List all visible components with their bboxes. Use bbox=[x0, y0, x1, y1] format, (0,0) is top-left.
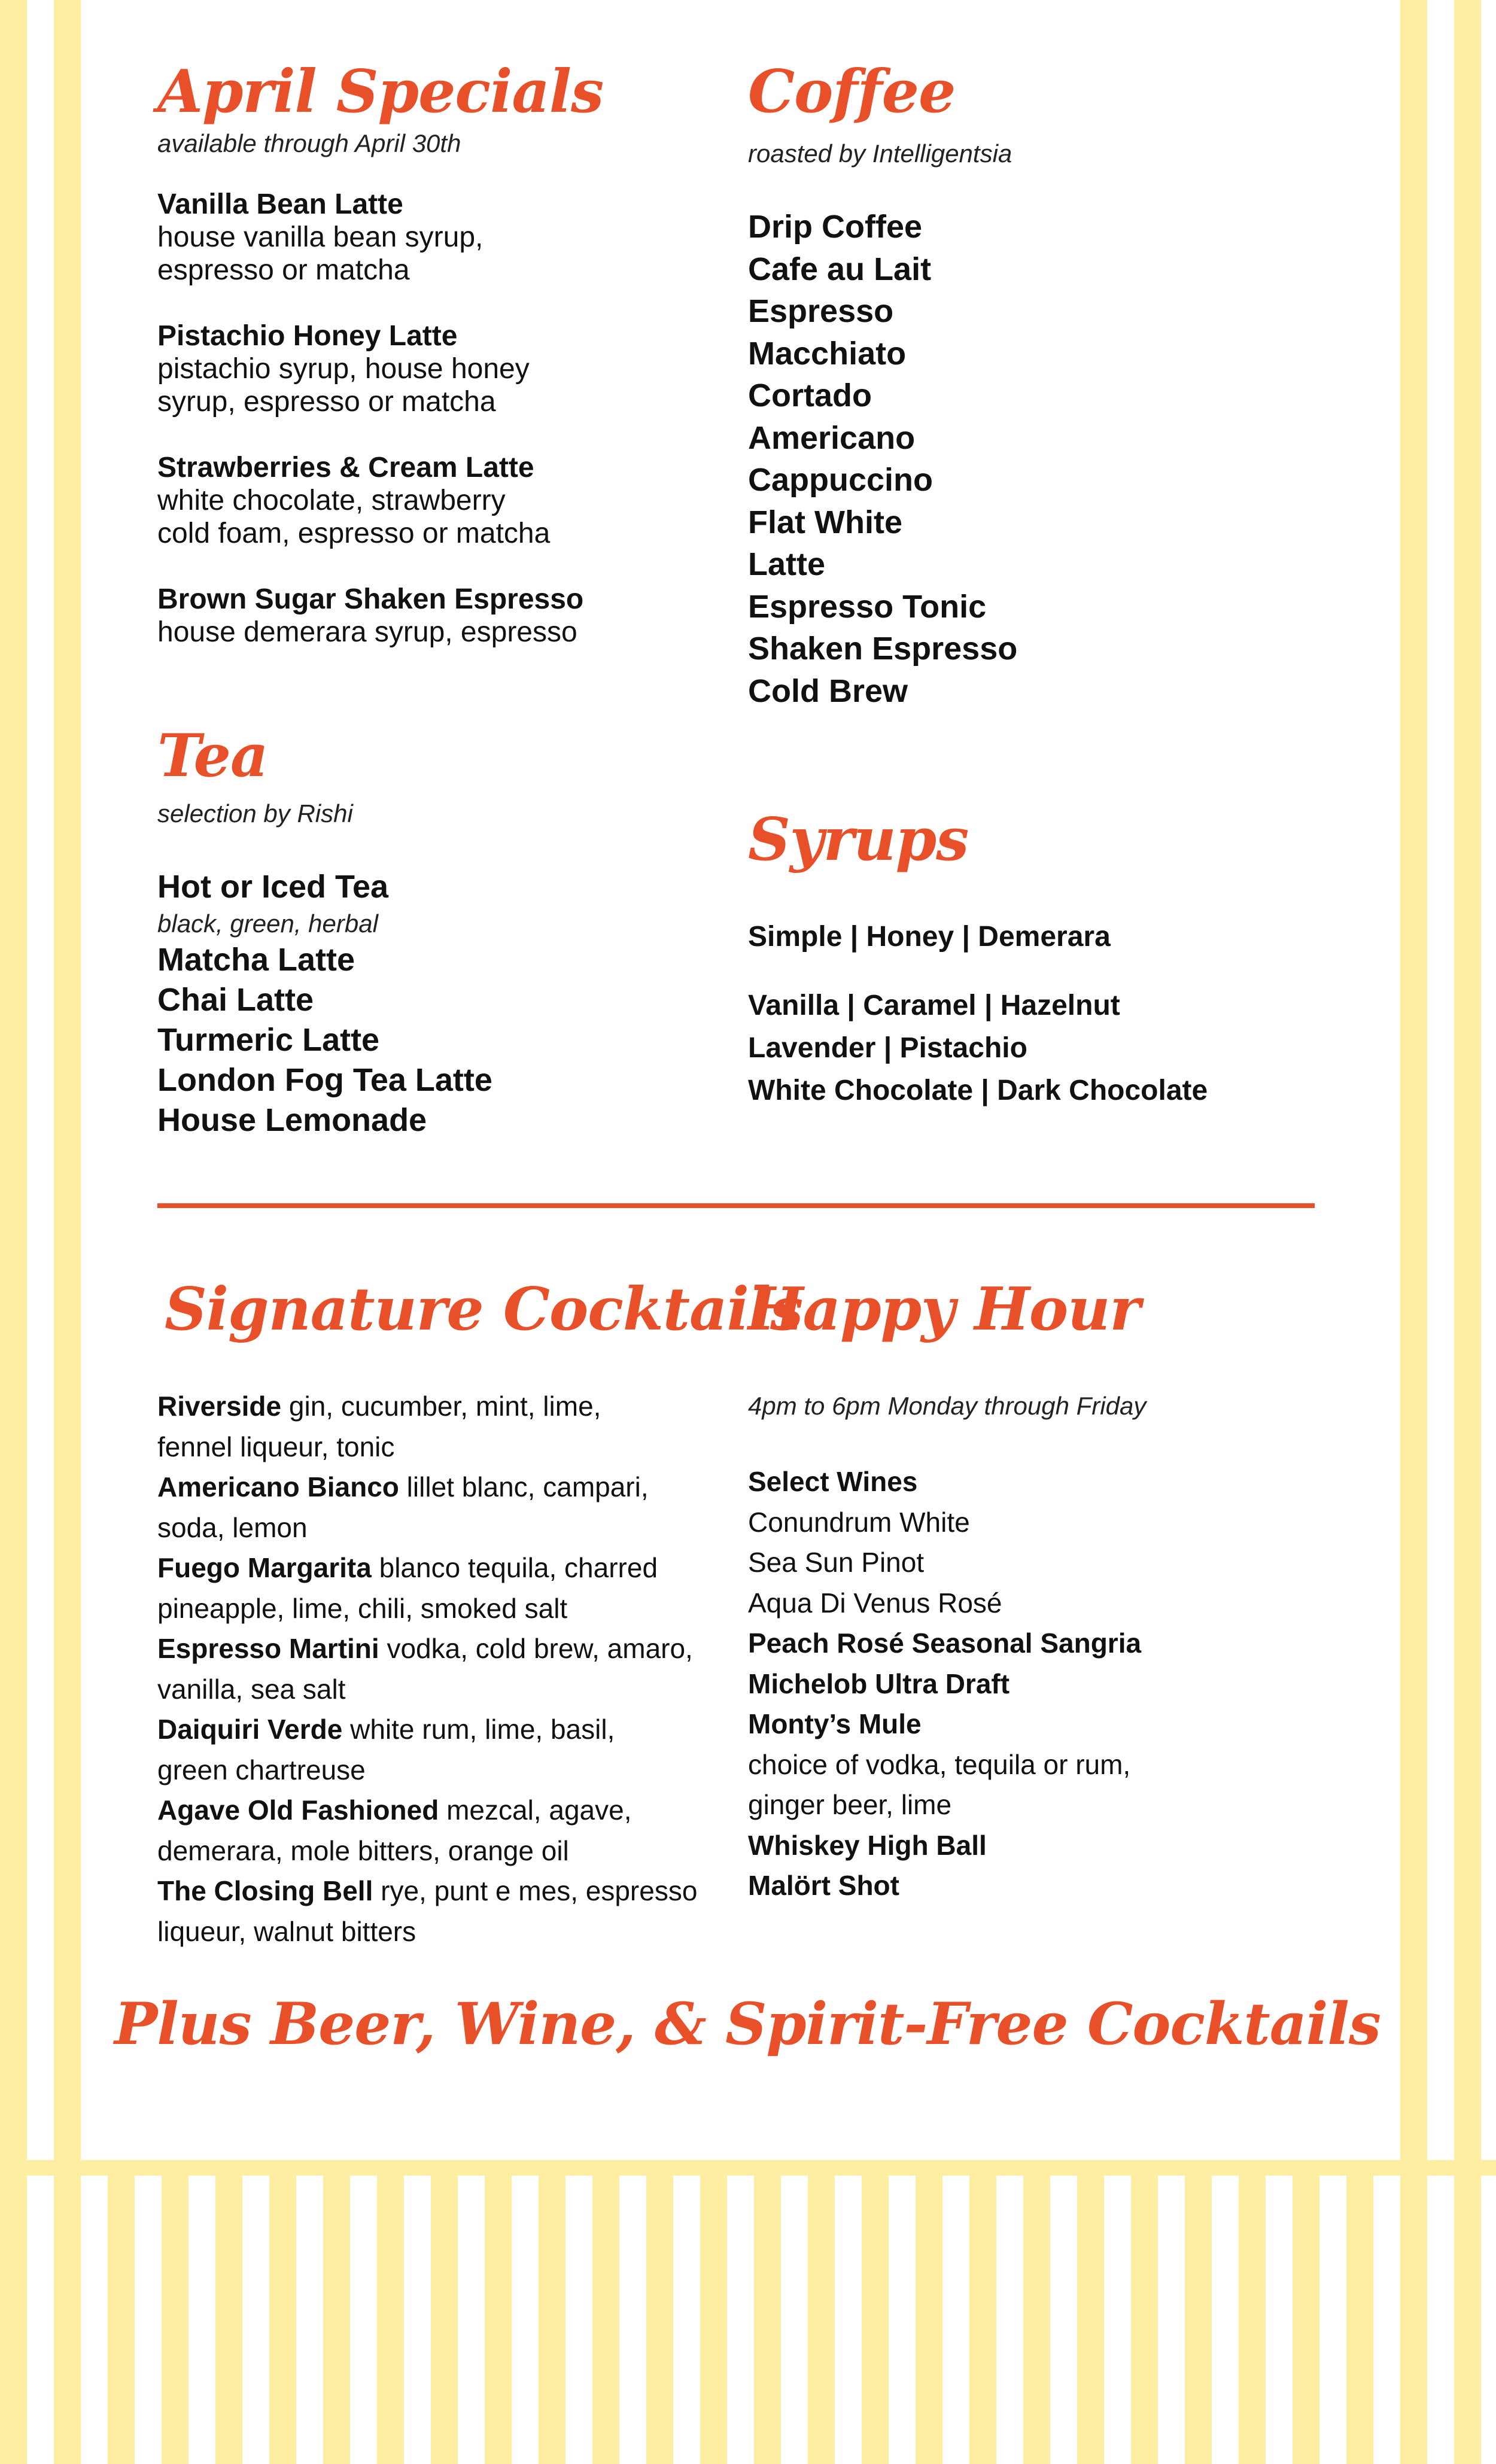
coffee-subtitle: roasted by Intelligentsia bbox=[748, 139, 1012, 168]
cocktail-item bbox=[157, 1790, 720, 1871]
coffee-item: Macchiato bbox=[748, 335, 907, 372]
cocktail-name: Agave Old Fashioned bbox=[157, 1794, 439, 1826]
special-item-desc: house vanilla bean syrup, bbox=[157, 221, 484, 253]
coffee-item: Drip Coffee bbox=[748, 209, 923, 245]
april-specials-subtitle: available through April 30th bbox=[157, 129, 461, 157]
tea-item: Matcha Latte bbox=[157, 942, 355, 978]
happy-hour-line: Malört Shot bbox=[748, 1870, 899, 1901]
syrup-line: Simple | Honey | Demerara bbox=[748, 921, 1111, 953]
cocktail-ingredients: rye, punt e mes, espresso bbox=[373, 1875, 698, 1906]
syrups-group-1 bbox=[748, 915, 1111, 958]
cocktail-ingredients: pineapple, lime, chili, smoked salt bbox=[157, 1592, 568, 1624]
cocktail-ingredients: lillet blanc, campari, bbox=[399, 1471, 649, 1502]
special-item-name: Brown Sugar Shaken Espresso bbox=[157, 583, 584, 615]
cocktail-name: Daiquiri Verde bbox=[157, 1714, 343, 1745]
cocktail-ingredients: vanilla, sea salt bbox=[157, 1673, 346, 1705]
coffee-item: Cappuccino bbox=[748, 462, 934, 498]
tea-list bbox=[157, 866, 492, 1140]
special-item bbox=[157, 583, 696, 649]
happy-hour-line: ginger beer, lime bbox=[748, 1789, 952, 1820]
coffee-item: Flat White bbox=[748, 504, 902, 540]
tea-subtitle: selection by Rishi bbox=[157, 799, 353, 828]
cocktail-name: Fuego Margarita bbox=[157, 1552, 372, 1583]
syrup-line: Lavender | Pistachio bbox=[748, 1032, 1027, 1064]
special-item-desc: espresso or matcha bbox=[157, 254, 410, 286]
footer-tagline: Plus Beer, Wine, & Spirit-Free Cocktails bbox=[114, 1990, 1381, 2058]
cocktail-ingredients: liqueur, walnut bitters bbox=[157, 1915, 416, 1947]
tea-heading: Tea bbox=[157, 722, 268, 790]
coffee-item: Americano bbox=[748, 419, 916, 456]
special-item-desc: white chocolate, strawberry bbox=[157, 485, 506, 516]
special-item-name: Strawberries & Cream Latte bbox=[157, 452, 534, 483]
cocktails-heading: Signature Cocktails bbox=[165, 1275, 803, 1344]
tea-item: House Lemonade bbox=[157, 1102, 427, 1138]
special-item-desc: cold foam, espresso or matcha bbox=[157, 518, 551, 549]
april-specials-list bbox=[157, 188, 696, 682]
coffee-item: Cold Brew bbox=[748, 673, 908, 709]
tea-item: London Fog Tea Latte bbox=[157, 1062, 492, 1098]
coffee-item: Espresso bbox=[748, 293, 894, 329]
cocktail-ingredients: fennel liqueur, tonic bbox=[157, 1431, 395, 1462]
happy-hour-heading: Happy Hour bbox=[748, 1275, 1141, 1344]
tea-item-note: black, green, herbal bbox=[157, 909, 378, 938]
syrup-line: Vanilla | Caramel | Hazelnut bbox=[748, 990, 1120, 1021]
coffee-item: Shaken Espresso bbox=[748, 631, 1018, 667]
special-item-desc: house demerara syrup, espresso bbox=[157, 616, 577, 648]
happy-hour-line: Monty’s Mule bbox=[748, 1708, 922, 1739]
special-item bbox=[157, 320, 696, 418]
section-divider bbox=[157, 1203, 1315, 1208]
syrups-heading: Syrups bbox=[748, 805, 969, 874]
cocktail-name: The Closing Bell bbox=[157, 1875, 373, 1906]
tea-item: Chai Latte bbox=[157, 982, 314, 1018]
happy-hour-line: choice of vodka, tequila or rum, bbox=[748, 1748, 1131, 1780]
special-item-name: Vanilla Bean Latte bbox=[157, 188, 403, 220]
cocktail-ingredients: vodka, cold brew, amaro, bbox=[379, 1633, 693, 1664]
coffee-item: Espresso Tonic bbox=[748, 588, 987, 625]
cocktails-list bbox=[157, 1386, 720, 1952]
coffee-heading: Coffee bbox=[748, 57, 956, 126]
cocktail-item bbox=[157, 1709, 720, 1790]
cocktail-ingredients: soda, lemon bbox=[157, 1511, 308, 1543]
happy-hour-line: Select Wines bbox=[748, 1466, 918, 1497]
cocktail-name: Riverside bbox=[157, 1391, 282, 1422]
cocktail-ingredients: gin, cucumber, mint, lime, bbox=[281, 1391, 601, 1422]
happy-hour-list bbox=[748, 1462, 1141, 1906]
cocktail-ingredients: blanco tequila, charred bbox=[371, 1552, 658, 1583]
cocktail-ingredients: green chartreuse bbox=[157, 1754, 366, 1785]
cocktail-ingredients: mezcal, agave, bbox=[439, 1794, 632, 1826]
coffee-item: Cafe au Lait bbox=[748, 251, 932, 287]
happy-hour-line: Sea Sun Pinot bbox=[748, 1547, 925, 1578]
happy-hour-subtitle: 4pm to 6pm Monday through Friday bbox=[748, 1392, 1147, 1420]
cocktail-ingredients: white rum, lime, basil, bbox=[342, 1714, 615, 1745]
cocktail-item bbox=[157, 1548, 720, 1629]
coffee-item: Cortado bbox=[748, 378, 872, 413]
happy-hour-line: Peach Rosé Seasonal Sangria bbox=[748, 1628, 1142, 1659]
tea-item: Turmeric Latte bbox=[157, 1022, 380, 1058]
cocktail-name: Americano Bianco bbox=[157, 1471, 399, 1502]
cocktail-item bbox=[157, 1467, 720, 1548]
cocktail-item bbox=[157, 1386, 720, 1467]
happy-hour-line: Conundrum White bbox=[748, 1506, 970, 1538]
special-item bbox=[157, 451, 696, 550]
special-item-name: Pistachio Honey Latte bbox=[157, 320, 458, 352]
april-specials-heading: April Specials bbox=[157, 57, 604, 126]
special-item-desc: pistachio syrup, house honey bbox=[157, 353, 530, 385]
syrups-group-2 bbox=[748, 984, 1208, 1112]
happy-hour-line: Whiskey High Ball bbox=[748, 1829, 987, 1861]
coffee-item: Latte bbox=[748, 546, 826, 582]
bottom-stripe-band bbox=[0, 2160, 1496, 2176]
cocktail-ingredients: demerara, mole bitters, orange oil bbox=[157, 1835, 569, 1866]
happy-hour-line: Michelob Ultra Draft bbox=[748, 1668, 1010, 1699]
coffee-list bbox=[748, 206, 1017, 712]
syrup-line: White Chocolate | Dark Chocolate bbox=[748, 1075, 1208, 1106]
special-item bbox=[157, 188, 696, 287]
cocktail-item bbox=[157, 1629, 720, 1709]
special-item-desc: syrup, espresso or matcha bbox=[157, 386, 496, 418]
cocktail-item bbox=[157, 1871, 720, 1952]
tea-item: Hot or Iced Tea bbox=[157, 869, 389, 905]
cocktail-name: Espresso Martini bbox=[157, 1633, 379, 1664]
happy-hour-line: Aqua Di Venus Rosé bbox=[748, 1587, 1002, 1619]
